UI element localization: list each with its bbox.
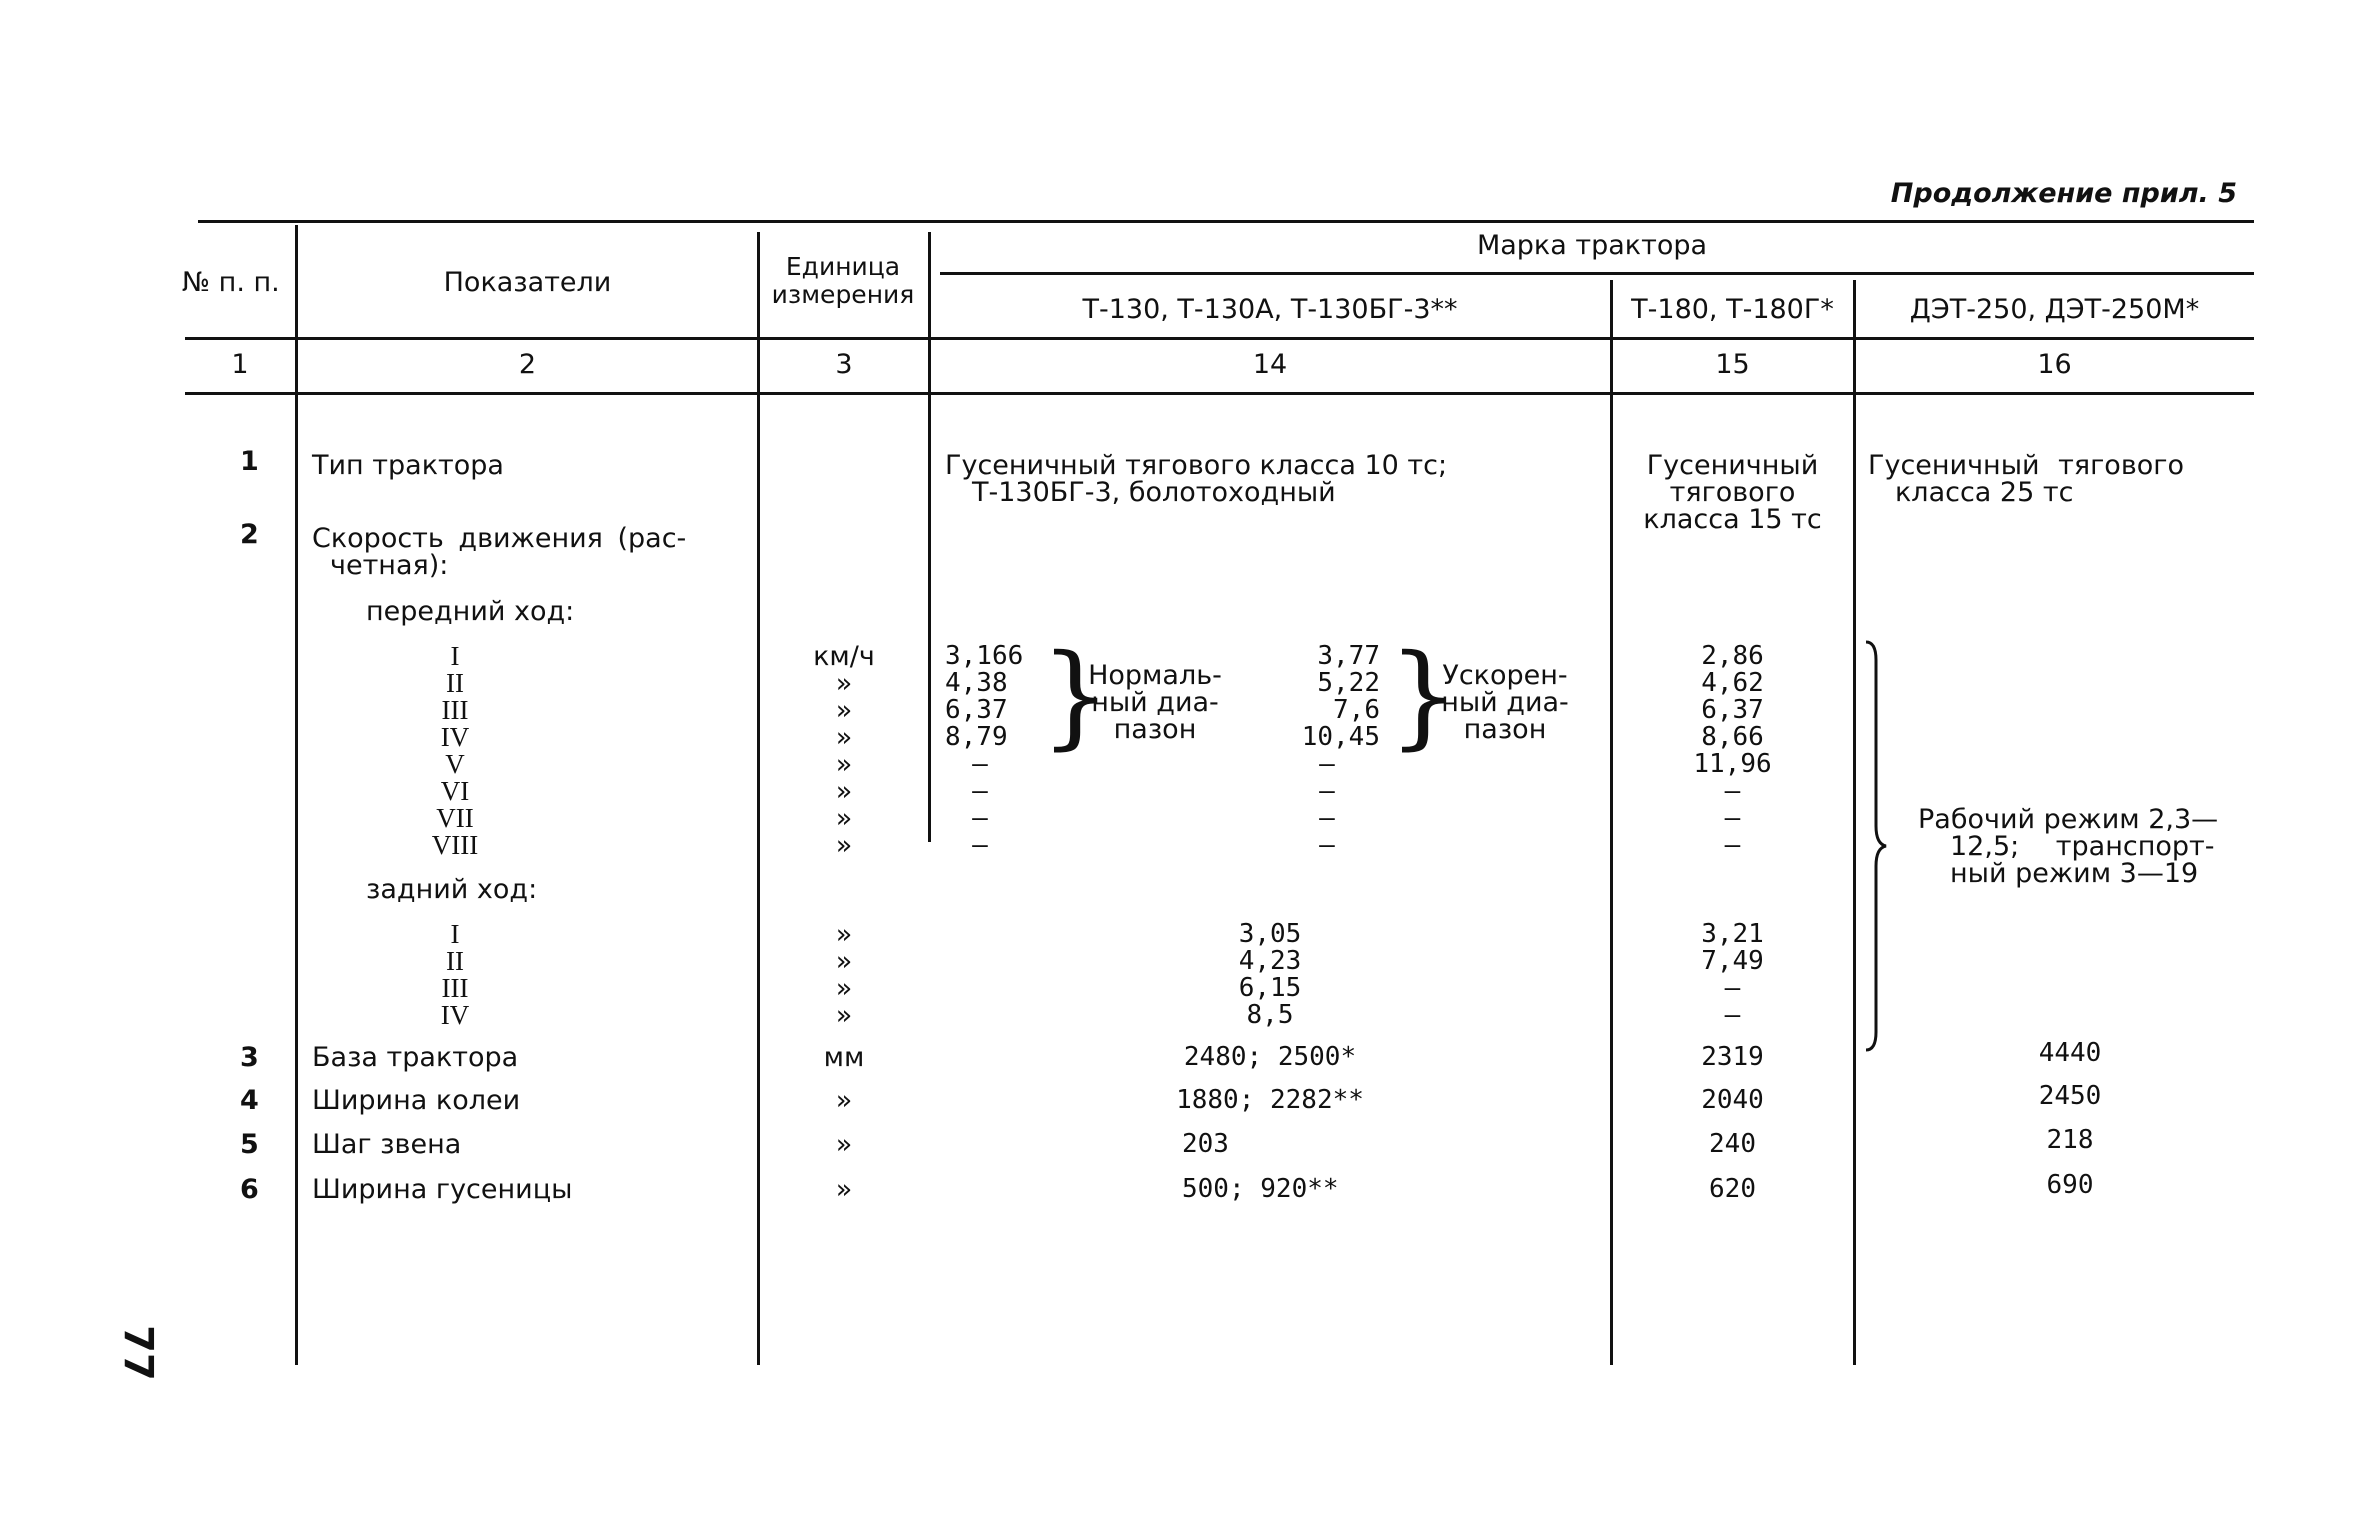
a-reverse-value: 4,23 (1238, 946, 1302, 976)
normal-label-line: пазон (1113, 714, 1197, 745)
fast-label-line: пазон (1463, 714, 1547, 745)
row5-a: 203 (1182, 1129, 1229, 1159)
fast-value: 7,6 (1333, 695, 1380, 725)
brand-sub-rule (940, 272, 2254, 275)
dash: — (1724, 776, 1741, 806)
row5-c: 218 (2046, 1125, 2094, 1155)
row1-b-line1: Гусеничный (1646, 450, 1819, 481)
col-number-16: 16 (2037, 349, 2072, 380)
row6-b: 620 (1709, 1174, 1756, 1204)
dash: — (1724, 973, 1741, 1003)
unit-ditto: » (835, 1000, 853, 1031)
normal-label-line: Нормаль- (1088, 660, 1222, 691)
unit-kmh: км/ч (813, 641, 875, 672)
continuation-caption: Продолжение прил. 5 (1890, 178, 2237, 209)
dash: — (972, 803, 988, 833)
reverse-label: задний ход: (366, 874, 538, 905)
fast-label-line: ный диа- (1441, 687, 1569, 718)
col-number-1: 1 (231, 349, 249, 380)
unit-ditto: » (835, 695, 853, 726)
row3-b: 2319 (1701, 1042, 1764, 1072)
row6-c: 690 (2046, 1170, 2094, 1200)
c-large-brace (1862, 640, 1892, 1052)
row1-name: Тип трактора (312, 450, 504, 481)
unit-ditto: » (835, 776, 853, 807)
gear-reverse-3: III (441, 973, 469, 1003)
a-reverse-value: 6,15 (1238, 973, 1302, 1003)
row4-unit: » (835, 1085, 853, 1116)
fast-value: 10,45 (1301, 722, 1380, 752)
dash: — (1319, 776, 1335, 806)
header-col-no: № п. п. (182, 267, 280, 298)
row5-name: Шаг звена (312, 1129, 462, 1160)
normal-value: 6,37 (945, 695, 1008, 725)
row6-number: 6 (240, 1174, 259, 1205)
c-note-line: ный режим 3—19 (1950, 858, 2199, 889)
gear-forward-5: V (445, 749, 465, 779)
col-number-bottom-rule (185, 392, 2254, 395)
unit-ditto: » (835, 749, 853, 780)
gear-forward-4: IV (440, 722, 470, 752)
header-brand-c: ДЭТ-250, ДЭТ-250М* (1909, 294, 2200, 325)
gear-forward-2: II (446, 668, 464, 698)
fast-range-brace: } (1388, 631, 1460, 761)
dash: — (972, 776, 988, 806)
header-brand-a: Т-130, Т-130А, Т-130БГ-3** (1082, 294, 1458, 325)
vrule-1 (295, 225, 298, 1365)
gear-forward-6: VI (440, 776, 470, 806)
gear-forward-8: VIII (431, 830, 479, 860)
header-brand: Марка трактора (1476, 230, 1708, 261)
b-forward-value: 4,62 (1701, 668, 1764, 698)
row1-number: 1 (240, 446, 259, 477)
row1-c-line2: класса 25 тс (1895, 477, 2074, 508)
unit-ditto: » (835, 919, 853, 950)
page-number: 77 (114, 1325, 161, 1381)
row3-a: 2480; 2500* (1183, 1042, 1357, 1072)
row1-b-line2: тягового (1669, 477, 1796, 508)
dash: — (1724, 803, 1741, 833)
row2-name-line2: четная): (330, 550, 449, 581)
row5-b: 240 (1709, 1129, 1756, 1159)
normal-value: 3,166 (945, 641, 1024, 671)
row6-name: Ширина гусеницы (312, 1174, 573, 1205)
unit-ditto: » (835, 946, 853, 977)
fast-value: 5,22 (1317, 668, 1380, 698)
dash: — (972, 749, 988, 779)
b-forward-value: 11,96 (1693, 749, 1772, 779)
row1-b-line3: класса 15 тс (1643, 504, 1822, 535)
normal-value: 8,79 (945, 722, 1008, 752)
dash: — (1319, 830, 1335, 860)
table-top-rule (198, 220, 2254, 223)
gear-forward-3: III (441, 695, 469, 725)
unit-ditto: » (835, 830, 853, 861)
b-reverse-value: 3,21 (1701, 919, 1764, 949)
normal-range-brace: } (1040, 631, 1112, 761)
normal-label-line: ный диа- (1091, 687, 1219, 718)
row5-number: 5 (240, 1129, 259, 1160)
a-reverse-value: 3,05 (1238, 919, 1302, 949)
dash: — (1319, 749, 1335, 779)
row4-c: 2450 (2038, 1081, 2102, 1111)
header-bottom-rule (295, 337, 2254, 340)
gear-forward-7: VII (436, 803, 474, 833)
fast-label-line: Ускорен- (1442, 660, 1568, 691)
row4-b: 2040 (1701, 1085, 1764, 1115)
row3-unit: мм (823, 1042, 865, 1073)
row3-c: 4440 (2038, 1038, 2102, 1068)
row4-a: 1880; 2282** (1176, 1085, 1364, 1115)
col-number-3: 3 (835, 349, 853, 380)
a-reverse-value: 8,5 (1246, 1000, 1294, 1030)
header-brand-b: Т-180, Т-180Г* (1631, 294, 1834, 325)
gear-reverse-2: II (446, 946, 464, 976)
header-col-indicators: Показатели (443, 267, 612, 298)
forward-label: передний ход: (366, 596, 575, 627)
unit-ditto: » (835, 722, 853, 753)
header-col-unit: Единица измерения (771, 252, 915, 309)
dash: — (972, 830, 988, 860)
row1-a-line2: Т-130БГ-3, болотоходный (972, 477, 1336, 508)
b-reverse-value: 7,49 (1701, 946, 1764, 976)
c-note-line: 12,5; транспорт- (1950, 831, 2215, 862)
col-number-rule-left (185, 337, 295, 340)
row6-a: 500; 920** (1182, 1174, 1339, 1204)
gear-forward-1: I (450, 641, 460, 671)
unit-ditto: » (835, 803, 853, 834)
col-number-2: 2 (518, 349, 537, 380)
row4-name: Ширина колеи (312, 1085, 521, 1116)
row2-number: 2 (240, 519, 259, 550)
dash: — (1319, 803, 1335, 833)
unit-ditto: » (835, 973, 853, 1004)
b-forward-value: 6,37 (1701, 695, 1764, 725)
col-number-15: 15 (1715, 349, 1750, 380)
c-note-line: Рабочий режим 2,3— (1918, 804, 2219, 835)
b-forward-value: 2,86 (1701, 641, 1764, 671)
row4-number: 4 (240, 1085, 259, 1116)
normal-value: 4,38 (945, 668, 1008, 698)
row1-c-line1: Гусеничный тягового (1868, 450, 2184, 481)
vrule-5 (1853, 280, 1856, 1365)
row5-unit: » (835, 1129, 853, 1160)
row6-unit: » (835, 1174, 853, 1205)
dash: — (1724, 830, 1741, 860)
dash: — (1724, 1000, 1741, 1030)
gear-reverse-1: I (450, 919, 460, 949)
row3-number: 3 (240, 1042, 259, 1073)
row3-name: База трактора (312, 1042, 519, 1073)
unit-ditto: » (835, 668, 853, 699)
fast-value: 3,77 (1317, 641, 1380, 671)
row2-name-line1: Скорость движения (рас- (312, 523, 687, 554)
row1-a-line1: Гусеничный тягового класса 10 тс; (945, 450, 1448, 481)
col-number-14: 14 (1252, 349, 1288, 380)
b-forward-value: 8,66 (1701, 722, 1764, 752)
gear-reverse-4: IV (440, 1000, 470, 1030)
